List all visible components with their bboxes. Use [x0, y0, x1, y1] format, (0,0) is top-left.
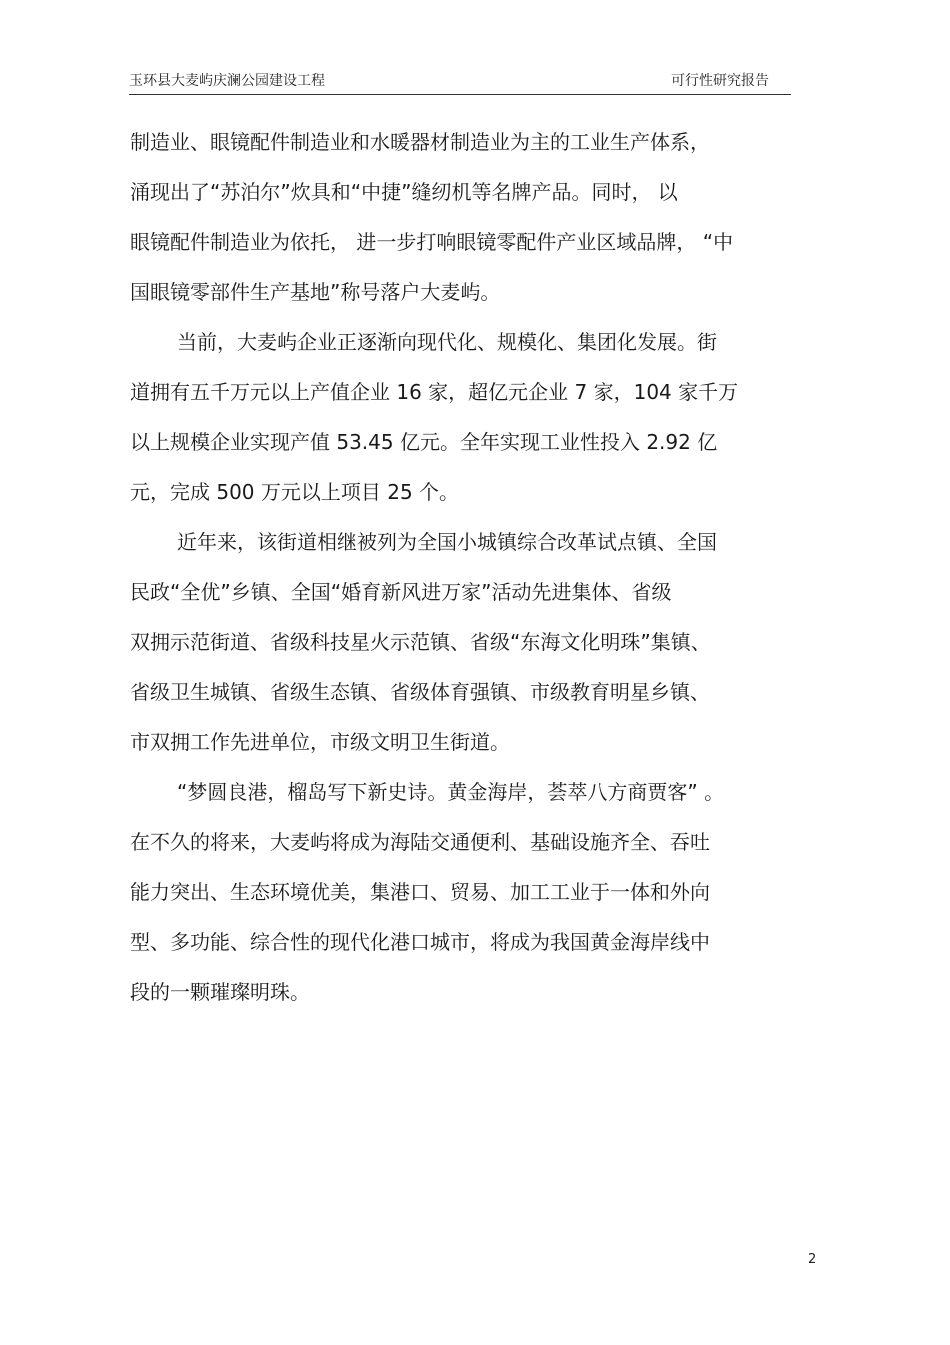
paragraph-1-line-3: 眼镜配件制造业为依托， 进一步打响眼镜零配件产业区域品牌， “中: [130, 230, 734, 254]
paragraph-4-line-4: 型、多功能、综合性的现代化港口城市，将成为我国黄金海岸线中: [130, 930, 710, 954]
paragraph-1-line-2: 涌现出了“苏泊尔”炊具和“中捷”缝纫机等名牌产品。同时， 以: [130, 180, 678, 204]
page-header: [129, 70, 791, 94]
paragraph-2-line-1: 当前，大麦屿企业正逐渐向现代化、规模化、集团化发展。街: [177, 330, 717, 354]
paragraph-2-line-3: 以上规模企业实现产值 53.45 亿元。全年实现工业性投入 2.92 亿: [130, 430, 718, 454]
page-number: 2: [808, 1252, 817, 1267]
paragraph-4-line-3: 能力突出、生态环境优美，集港口、贸易、加工工业于一体和外向: [130, 880, 710, 904]
paragraph-1-line-4: 国眼镜零部件生产基地”称号落户大麦屿。: [130, 280, 501, 304]
paragraph-4-line-5: 段的一颗璀璨明珠。: [130, 980, 310, 1004]
paragraph-2-line-2: 道拥有五千万元以上产值企业 16 家，超亿元企业 7 家，104 家千万: [130, 380, 739, 404]
paragraph-4-line-1: “梦圆良港，榴岛写下新史诗。黄金海岸，荟萃八方商贾客” 。: [177, 780, 725, 804]
paragraph-3-line-4: 省级卫生城镇、省级生态镇、省级体育强镇、市级教育明星乡镇、: [130, 680, 710, 704]
paragraph-3-line-1: 近年来，该街道相继被列为全国小城镇综合改革试点镇、全国: [177, 530, 717, 554]
paragraph-2-line-4: 元，完成 500 万元以上项目 25 个。: [130, 480, 460, 504]
paragraph-3-line-2: 民政“全优”乡镇、全国“婚育新风进万家”活动先进集体、省级: [130, 580, 672, 604]
header-project-title: 玉环县大麦屿庆澜公园建设工程: [129, 73, 325, 89]
paragraph-1-line-1: 制造业、眼镜配件制造业和水暖器材制造业为主的工业生产体系，: [130, 130, 710, 154]
header-report-type: 可行性研究报告: [671, 73, 769, 89]
header-divider: [129, 94, 791, 95]
paragraph-3-line-3: 双拥示范街道、省级科技星火示范镇、省级“东海文化明珠”集镇、: [130, 630, 711, 654]
paragraph-3-line-5: 市双拥工作先进单位，市级文明卫生街道。: [130, 730, 510, 754]
paragraph-4-line-2: 在不久的将来，大麦屿将成为海陆交通便利、基础设施齐全、吞吐: [130, 830, 710, 854]
